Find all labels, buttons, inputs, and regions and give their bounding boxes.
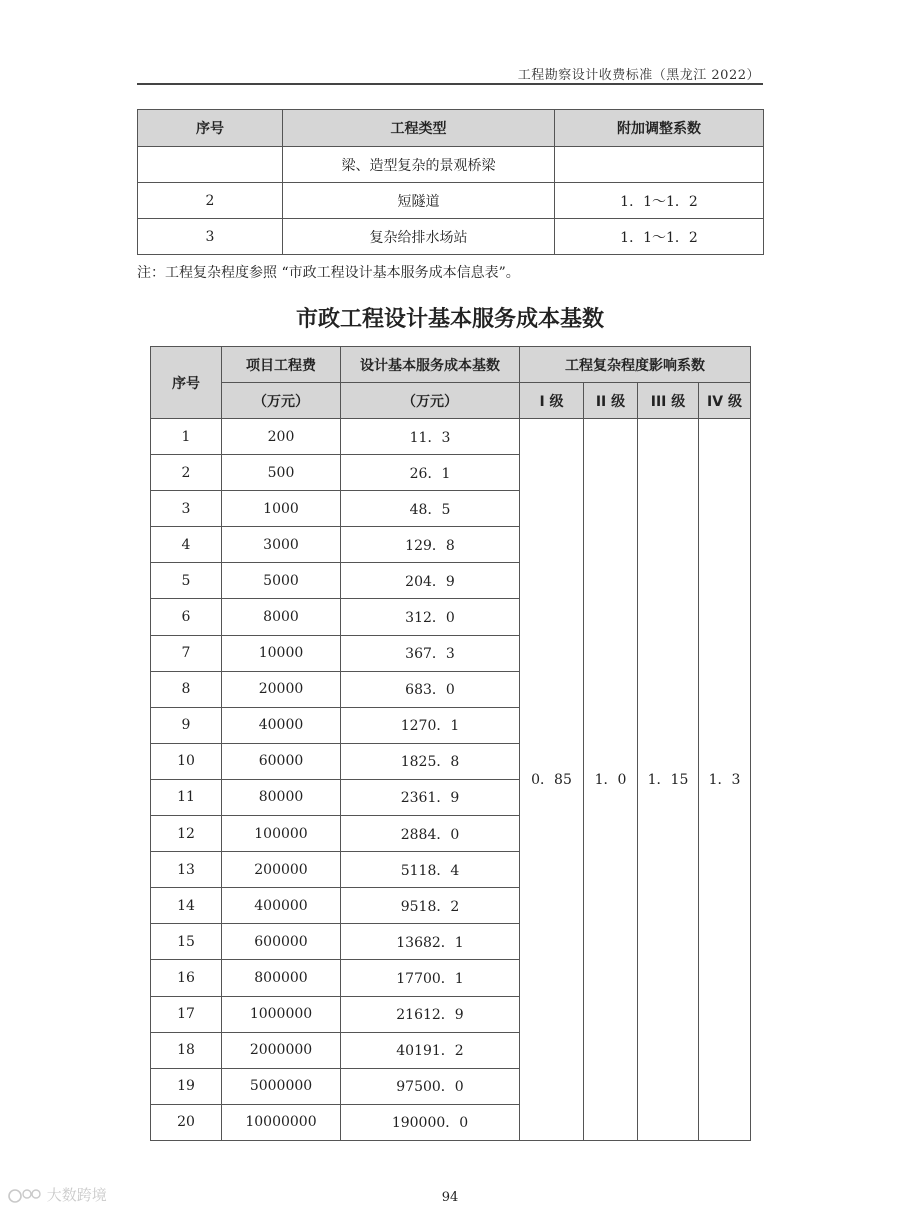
seq-cell: 20 [151,1104,222,1140]
base-cost-cell: 2884．0 [341,816,520,852]
project-cost-unit: （万元） [222,383,341,419]
page-number: 94 [441,1190,459,1205]
header-rule [137,83,763,85]
project-cost-cell: 400000 [222,888,341,924]
table-cell [555,147,764,183]
seq-cell: 1 [151,419,222,455]
seq-header: 序号 [151,347,222,419]
base-cost-cell: 1270．1 [341,707,520,743]
project-cost-cell: 1000 [222,491,341,527]
adjustment-table [137,109,764,255]
project-cost-cell: 600000 [222,924,341,960]
base-cost-cell: 312．0 [341,599,520,635]
level-header: IV 级 [699,383,751,419]
project-cost-cell: 500 [222,455,341,491]
table-cell: 3 [138,219,283,255]
seq-cell: 10 [151,743,222,779]
table-row [138,183,764,219]
complexity-factor-cell: 0．85 [520,419,584,1141]
seq-cell: 8 [151,671,222,707]
base-cost-cell: 21612．9 [341,996,520,1032]
table-row [138,219,764,255]
table-cell: 短隧道 [283,183,555,219]
table-note: 注：工程复杂程度参照 “市政工程设计基本服务成本信息表”。 [137,265,520,281]
base-cost-cell: 5118．4 [341,852,520,888]
project-cost-cell: 40000 [222,707,341,743]
project-cost-cell: 200000 [222,852,341,888]
base-cost-unit: （万元） [341,383,520,419]
base-cost-cell: 48．5 [341,491,520,527]
seq-cell: 17 [151,996,222,1032]
base-cost-cell: 129．8 [341,527,520,563]
project-cost-cell: 10000 [222,635,341,671]
table-cell: 复杂给排水场站 [283,219,555,255]
seq-cell: 19 [151,1068,222,1104]
table-cell [138,147,283,183]
seq-cell: 16 [151,960,222,996]
seq-cell: 9 [151,707,222,743]
project-cost-cell: 1000000 [222,996,341,1032]
base-cost-cell: 11．3 [341,419,520,455]
complexity-factor-cell: 1．15 [638,419,699,1141]
base-cost-cell: 17700．1 [341,960,520,996]
seq-cell: 7 [151,635,222,671]
level-header: II 级 [584,383,638,419]
table-header-row [151,347,751,383]
complexity-factor-cell: 1．0 [584,419,638,1141]
table-body [151,419,751,1141]
base-cost-header: 设计基本服务成本基数 [341,347,520,383]
base-cost-cell: 683．0 [341,671,520,707]
column-header: 工程类型 [283,110,555,147]
seq-cell: 14 [151,888,222,924]
seq-cell: 15 [151,924,222,960]
table-cell: 1．1～1．2 [555,219,764,255]
project-cost-cell: 20000 [222,671,341,707]
running-header: 工程勘察设计收费标准（黑龙江 2022） [517,68,760,83]
project-cost-cell: 5000000 [222,1068,341,1104]
project-cost-cell: 10000000 [222,1104,341,1140]
seq-cell: 5 [151,563,222,599]
seq-cell: 3 [151,491,222,527]
table-cell: 1．1～1．2 [555,183,764,219]
base-cost-cell: 190000．0 [341,1104,520,1140]
project-cost-cell: 2000000 [222,1032,341,1068]
base-cost-cell: 204．9 [341,563,520,599]
project-cost-cell: 800000 [222,960,341,996]
column-header: 序号 [138,110,283,147]
seq-cell: 2 [151,455,222,491]
seq-cell: 11 [151,779,222,815]
project-cost-cell: 60000 [222,743,341,779]
seq-cell: 12 [151,816,222,852]
project-cost-cell: 3000 [222,527,341,563]
project-cost-cell: 200 [222,419,341,455]
project-cost-cell: 100000 [222,816,341,852]
table-cell: 梁、造型复杂的景观桥梁 [283,147,555,183]
base-cost-cell: 2361．9 [341,779,520,815]
base-cost-cell: 367．3 [341,635,520,671]
base-cost-table [150,346,751,1141]
project-cost-header: 项目工程费 [222,347,341,383]
table-row [151,419,751,455]
seq-cell: 18 [151,1032,222,1068]
seq-cell: 6 [151,599,222,635]
project-cost-cell: 5000 [222,563,341,599]
level-header: I 级 [520,383,584,419]
base-cost-cell: 97500．0 [341,1068,520,1104]
base-cost-cell: 9518．2 [341,888,520,924]
level-header: III 级 [638,383,699,419]
base-cost-cell: 26．1 [341,455,520,491]
table-row [138,147,764,183]
seq-cell: 13 [151,852,222,888]
column-header: 附加调整系数 [555,110,764,147]
table-header-row [151,383,751,419]
seq-cell: 4 [151,527,222,563]
base-cost-cell: 40191．2 [341,1032,520,1068]
watermark-text: 大数跨境 [46,1186,107,1204]
complexity-factor-cell: 1．3 [699,419,751,1141]
complexity-header: 工程复杂程度影响系数 [520,347,751,383]
base-cost-cell: 13682．1 [341,924,520,960]
base-cost-cell: 1825．8 [341,743,520,779]
project-cost-cell: 80000 [222,779,341,815]
section-title: 市政工程设计基本服务成本基数 [295,307,604,332]
table-header-row [138,110,764,147]
table-cell: 2 [138,183,283,219]
project-cost-cell: 8000 [222,599,341,635]
